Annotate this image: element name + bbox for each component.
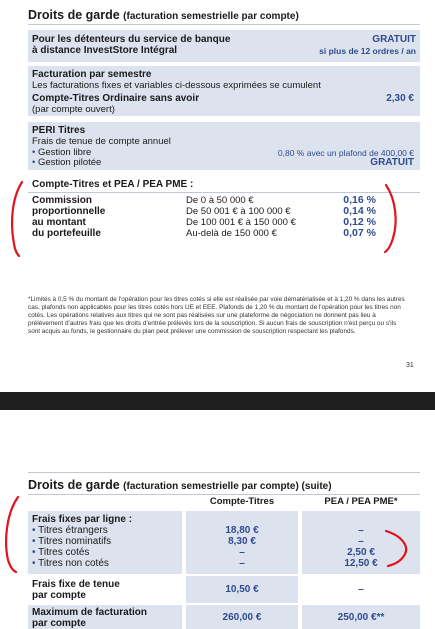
row1-item (32, 536, 111, 547)
row-fixed-per-line-label (28, 511, 182, 574)
value-cell: – (358, 584, 364, 595)
rate-cell: 0,14 % (343, 205, 376, 217)
rate-cell: 0,12 % (343, 216, 376, 228)
portfolio-commission-box (28, 175, 420, 247)
box2-description: Les facturations fixes et variables ci-dessous exprimées se cumulent (32, 80, 321, 91)
row-account-fee-label (28, 576, 182, 603)
row1-item (32, 547, 89, 558)
rate-cell: 0,16 % (343, 194, 376, 206)
row-max-billing-compte-titres (186, 605, 298, 629)
row1-heading: Frais fixes par ligne : (32, 514, 133, 525)
box1-line1: Pour les détenteurs du service de banque (32, 34, 231, 45)
row1-item (32, 558, 109, 569)
page-title (28, 470, 420, 473)
footnote: *Limités à 0,5 % du montant de l'opération pour les titres cotés si elle est réalisée par voie dématérialisée et à 1,20 % dans les autres cas, plafonds non applicables pour les titres cotés hors UE et EEE. Plafonds de 1,20 % du montant de l'opération pour les titres non cotés. Les opérations relatives aux titres qui ne sont pas réalisées sur une plateforme de négociation ne donnent pas lieu à prélèvement d'autres frais que les droits d'entrée prélevés lors de la souscription. Si aucun frais de souscription n'est perçu ou s'ils sont acquis au fonds, le gestionnaire du plan peut prélever une commission de souscription respectant les plafonds. (28, 296, 405, 335)
value-cell: – (358, 525, 364, 536)
title-subtitle: (facturation semestrielle par compte) (suite) (123, 481, 332, 492)
box4-label-line: du portefeuille (32, 228, 101, 239)
semester-billing-box (28, 66, 420, 116)
value-cell: 8,30 € (228, 536, 256, 547)
box2-value: 2,30 € (386, 93, 414, 104)
value-cell: 250,00 €** (337, 612, 385, 623)
range-cell: De 50 001 € à 100 000 € (186, 206, 291, 217)
page2-title (28, 478, 420, 495)
value-cell: – (358, 536, 364, 547)
row-fixed-per-line-compte-titres (186, 511, 298, 574)
value-cell: 18,80 € (225, 525, 259, 536)
row3-label-line: par compte (32, 618, 86, 629)
peri-titres-box (28, 122, 420, 170)
box1-value-note: si plus de 12 ordres / an (319, 46, 416, 56)
box2-label-note: (par compte ouvert) (32, 104, 115, 115)
box3-item2-value: GRATUIT (370, 157, 414, 168)
bullet-icon: • (32, 147, 38, 158)
value-cell: 10,50 € (225, 584, 259, 595)
box3-item2 (32, 157, 101, 168)
row1-item-label: Titres cotés (38, 547, 90, 558)
page-number: 31 (406, 362, 414, 369)
value-cell: – (239, 558, 245, 569)
box2-label: Compte-Titres Ordinaire sans avoir (32, 93, 200, 104)
row-fixed-per-line-pea (302, 511, 420, 574)
box2-heading: Facturation par semestre (32, 69, 152, 80)
title-text: Droits de garde (28, 478, 120, 492)
title-subtitle: (facturation semestrielle par compte) (123, 11, 299, 22)
box3-item1-value: 0,80 % avec un plafond de 400,00 € (277, 148, 414, 158)
row-max-billing-pea (302, 605, 420, 629)
box4-divider (28, 192, 420, 193)
page-title (28, 8, 420, 25)
row1-item-label: Titres nominatifs (38, 536, 112, 547)
box1-value: GRATUIT (372, 34, 416, 45)
bullet-icon: • (32, 157, 38, 168)
title-text: Droits de garde (28, 8, 120, 22)
box3-item1-label: Gestion libre (37, 147, 92, 158)
value-cell: – (239, 547, 245, 558)
page-separator (0, 380, 435, 410)
box4-label-line: Commission (32, 195, 93, 206)
box4-heading: Compte-Titres et PEA / PEA PME : (32, 179, 194, 190)
column-header-pea: PEA / PEA PME* (324, 496, 398, 507)
range-cell: Au-delà de 150 000 € (186, 228, 277, 239)
bullet-icon: • (32, 525, 39, 536)
box3-item2-label: Gestion pilotée (37, 157, 102, 168)
bullet-icon: • (32, 547, 39, 558)
invest-store-box (28, 30, 420, 62)
row-account-fee-pea (302, 576, 420, 603)
column-header-compte-titres: Compte-Titres (209, 496, 275, 507)
row1-item-label: Titres non cotés (38, 558, 109, 569)
row-max-billing-label (28, 605, 182, 629)
box3-heading: PERI Titres (32, 125, 86, 136)
box1-line2: à distance InvestStore Intégral (32, 45, 178, 56)
value-cell: 2,50 € (347, 547, 375, 558)
row2-label-line: Frais fixe de tenue (32, 579, 120, 590)
value-cell: 12,50 € (344, 558, 378, 569)
rate-cell: 0,07 % (343, 227, 376, 239)
row1-item (32, 525, 108, 536)
row-account-fee-compte-titres (186, 576, 298, 603)
row2-label-line: par compte (32, 590, 86, 601)
page-separator-bar (0, 392, 435, 410)
row1-item-label: Titres étrangers (38, 525, 108, 536)
box4-label-line: au montant (32, 217, 86, 228)
value-cell: 260,00 € (222, 612, 262, 623)
row3-label-line: Maximum de facturation (32, 607, 148, 618)
box4-label-line: proportionnelle (32, 206, 106, 217)
range-cell: De 100 001 € à 150 000 € (186, 217, 296, 228)
bullet-icon: • (32, 558, 39, 569)
bullet-icon: • (32, 536, 39, 547)
box3-description: Frais de tenue de compte annuel (32, 136, 171, 147)
range-cell: De 0 à 50 000 € (186, 195, 254, 206)
